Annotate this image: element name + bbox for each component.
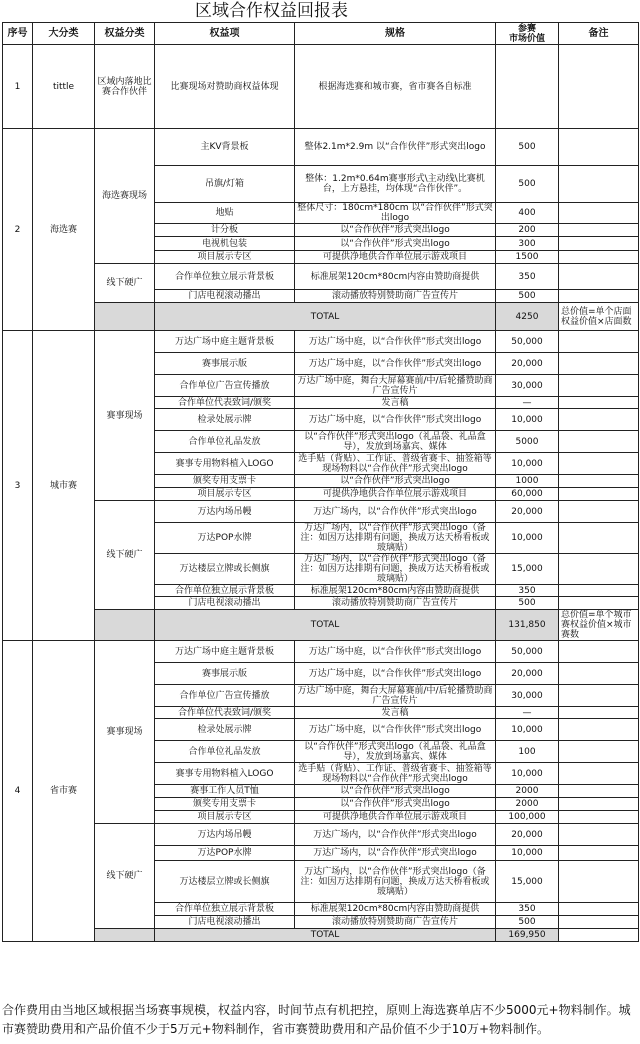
rights-note xyxy=(559,798,639,811)
rights-value: 500 xyxy=(496,290,559,303)
rights-item: 吊旗/灯箱 xyxy=(155,166,295,203)
rights-spec: 以“合作伙伴”形式突出logo xyxy=(295,785,496,798)
rights-item: 计分板 xyxy=(155,224,295,237)
rights-note xyxy=(559,331,639,353)
rights-spec: 万达广场中庭，以“合作伙伴”形式突出logo xyxy=(295,663,496,685)
rights-note xyxy=(559,685,639,707)
section3-total-note: 总价值=单个城市赛权益价值×城市赛数 xyxy=(559,610,639,641)
section3-total-row xyxy=(3,610,639,641)
section4-group-name: 线下硬广 xyxy=(95,824,155,929)
section3-group-name: 线下硬广 xyxy=(95,501,155,610)
rights-value: 10,000 xyxy=(496,846,559,861)
section2-total-value: 4250 xyxy=(496,303,559,331)
section4-group-name: 赛事现场 xyxy=(95,641,155,824)
rights-spec: 万达广场中庭，以“合作伙伴”形式突出logo xyxy=(295,353,496,375)
section1-rights-category: 区域内落地比赛合作伙伴 xyxy=(95,45,155,129)
section1-spec: 根据海选赛和城市赛，省市赛各自标准 xyxy=(295,45,496,129)
header-rights-category: 权益分类 xyxy=(95,23,155,45)
header-category: 大分类 xyxy=(33,23,95,45)
rights-value: 350 xyxy=(496,903,559,916)
rights-note xyxy=(559,719,639,741)
rights-value: 200 xyxy=(496,224,559,237)
rights-note xyxy=(559,501,639,523)
rights-spec: 万达广场内，以“合作伙伴”形式突出logo（备注：如因万达排期有问题，换成万达天桥看板或玻璃贴） xyxy=(295,523,496,554)
rights-item: 门店电视滚动播出 xyxy=(155,290,295,303)
header-spec: 规格 xyxy=(295,23,496,45)
rights-value: 500 xyxy=(496,129,559,166)
rights-item: 检录处展示牌 xyxy=(155,409,295,431)
rights-note xyxy=(559,224,639,237)
rights-item: 万达POP水牌 xyxy=(155,523,295,554)
table-row xyxy=(3,641,639,663)
rights-spec: 发言稿 xyxy=(295,707,496,719)
rights-value: 1500 xyxy=(496,251,559,264)
rights-spec: 整体2.1m*2.9m 以“合作伙伴”形式突出logo xyxy=(295,129,496,166)
rights-spec: 可提供净地供合作单位展示游戏项目 xyxy=(295,251,496,264)
rights-note xyxy=(559,585,639,597)
rights-spec: 标准展架120cm*80cm内容由赞助商提供 xyxy=(295,903,496,916)
table-row xyxy=(3,129,639,166)
section3-category: 城市赛 xyxy=(33,331,95,641)
rights-note xyxy=(559,203,639,224)
section1-value xyxy=(496,45,559,129)
rights-note xyxy=(559,523,639,554)
rights-spec: 标准展架120cm*80cm内容由赞助商提供 xyxy=(295,585,496,597)
rights-spec: 万达广场中庭，以“合作伙伴”形式突出logo xyxy=(295,331,496,353)
rights-note xyxy=(559,763,639,785)
sheet-title: 区域合作权益回报表 xyxy=(195,1,348,21)
section3-total-label: TOTAL xyxy=(155,610,496,641)
rights-note xyxy=(559,824,639,846)
rights-note xyxy=(559,846,639,861)
table-row xyxy=(3,824,639,846)
rights-item: 项目展示专区 xyxy=(155,811,295,824)
rights-spec: 以“合作伙伴”形式突出logo（礼品袋、礼品盒导），发放到场嘉宾、媒体 xyxy=(295,431,496,453)
section3-total-blank xyxy=(95,610,155,641)
rights-spec: 可提供净地供合作单位展示游戏项目 xyxy=(295,488,496,501)
table-row xyxy=(3,331,639,353)
rights-value: 20,000 xyxy=(496,663,559,685)
rights-value: 10,000 xyxy=(496,409,559,431)
rights-value: 500 xyxy=(496,597,559,610)
rights-spec: 选手贴（背贴）、工作证、普级省赛卡、抽签箱等现场物料以“合作伙伴”形式突出logo xyxy=(295,453,496,475)
section4-total-note xyxy=(559,929,639,942)
rights-note xyxy=(559,353,639,375)
rights-item: 合作单位独立展示背景板 xyxy=(155,585,295,597)
rights-note xyxy=(559,741,639,763)
rights-value: 2000 xyxy=(496,785,559,798)
rights-spec: 标准展架120cm*80cm内容由赞助商提供 xyxy=(295,264,496,290)
rights-value: 100,000 xyxy=(496,811,559,824)
rights-spec: 万达广场内，以“合作伙伴”形式突出logo（备注：如因万达排期有问题，换成万达天桥看板或玻璃贴） xyxy=(295,554,496,585)
rights-value: 300 xyxy=(496,237,559,251)
rights-note xyxy=(559,166,639,203)
rights-item: 地贴 xyxy=(155,203,295,224)
rights-item: 合作单位代表致词/颁奖 xyxy=(155,707,295,719)
rights-item: 赛事工作人员T恤 xyxy=(155,785,295,798)
rights-item: 万达楼层立牌或长侧旗 xyxy=(155,861,295,903)
rights-spec: 以“合作伙伴”形式突出logo xyxy=(295,798,496,811)
rights-value: 2000 xyxy=(496,798,559,811)
header-no: 序号 xyxy=(3,23,33,45)
rights-spec: 滚动播放特别赞助商广告宣传片 xyxy=(295,916,496,929)
rights-spec: 万达广场中庭，以“合作伙伴”形式突出logo xyxy=(295,641,496,663)
section4-total-blank xyxy=(95,929,155,942)
section4-total-value: 169,950 xyxy=(496,929,559,942)
rights-value: 30,000 xyxy=(496,685,559,707)
rights-note xyxy=(559,129,639,166)
rights-note xyxy=(559,475,639,488)
rights-note xyxy=(559,663,639,685)
rights-value: 20,000 xyxy=(496,824,559,846)
rights-value: 20,000 xyxy=(496,501,559,523)
rights-spec: 发言稿 xyxy=(295,397,496,409)
rights-spec: 万达广场内，以“合作伙伴”形式突出logo（备注：如因万达排期有问题，换成万达天桥看板或玻璃贴） xyxy=(295,861,496,903)
footer-note: 合作费用由当地区域根据当场赛事规模，权益内容，时间节点有机把控，原则上海选赛单店不少5000元+物料制作。城市赛赞助费用和产品价值不少于5万元+物料制作，省市赛赞助费用和产品价值不少于10万+物料制作。 xyxy=(2,1003,631,1036)
rights-spec: 万达广场中庭，舞台大屏幕赛前/中/后轮播赞助商广告宣传片 xyxy=(295,375,496,397)
rights-item: 颁奖专用支票卡 xyxy=(155,475,295,488)
rights-value: 10,000 xyxy=(496,763,559,785)
rights-spec: 以“合作伙伴”形式突出logo xyxy=(295,475,496,488)
section2-total-blank xyxy=(95,303,155,331)
rights-value: 10,000 xyxy=(496,453,559,475)
rights-item: 万达内场吊幔 xyxy=(155,501,295,523)
rights-note xyxy=(559,290,639,303)
header-note: 备注 xyxy=(559,23,639,45)
section3-total-value: 131,850 xyxy=(496,610,559,641)
rights-value: 500 xyxy=(496,166,559,203)
table-row xyxy=(3,501,639,523)
section3-no: 3 xyxy=(3,331,33,641)
rights-value: 50,000 xyxy=(496,331,559,353)
rights-spec: 以“合作伙伴”形式突出logo xyxy=(295,237,496,251)
rights-item: 合作单位礼品发放 xyxy=(155,741,295,763)
rights-item: 合作单位代表致词/颁奖 xyxy=(155,397,295,409)
rights-value: 5000 xyxy=(496,431,559,453)
rights-spec: 整体：1.2m*0.64m赛事形式\主动线\比赛机台，上方悬挂，均体现“合作伙伴”。 xyxy=(295,166,496,203)
rights-spec: 滚动播放特别赞助商广告宣传片 xyxy=(295,597,496,610)
section4-total-row xyxy=(3,929,639,942)
rights-note xyxy=(559,251,639,264)
rights-note xyxy=(559,861,639,903)
section1-category: tittle xyxy=(33,45,95,129)
rights-item: 万达POP水牌 xyxy=(155,846,295,861)
rights-spec: 万达广场内，以“合作伙伴”形式突出logo xyxy=(295,824,496,846)
rights-note xyxy=(559,707,639,719)
rights-value: 10,000 xyxy=(496,523,559,554)
rights-spec: 万达广场内，以“合作伙伴”形式突出logo xyxy=(295,846,496,861)
rights-value: 30,000 xyxy=(496,375,559,397)
section1-item: 比赛现场对赞助商权益体现 xyxy=(155,45,295,129)
rights-note xyxy=(559,916,639,929)
rights-value: — xyxy=(496,397,559,409)
rights-spec: 以“合作伙伴”形式突出logo（礼品袋、礼品盒导），发放到场嘉宾、媒体 xyxy=(295,741,496,763)
rights-value: 100 xyxy=(496,741,559,763)
rights-item: 主KV背景板 xyxy=(155,129,295,166)
rights-note xyxy=(559,597,639,610)
rights-value: 15,000 xyxy=(496,554,559,585)
rights-item: 门店电视滚动播出 xyxy=(155,916,295,929)
section4-total-label: TOTAL xyxy=(155,929,496,942)
rights-item: 检录处展示牌 xyxy=(155,719,295,741)
rights-note xyxy=(559,903,639,916)
rights-value: 20,000 xyxy=(496,353,559,375)
rights-value: 400 xyxy=(496,203,559,224)
rights-note xyxy=(559,453,639,475)
rights-item: 赛事展示版 xyxy=(155,663,295,685)
rights-item: 合作单位独立展示背景板 xyxy=(155,264,295,290)
section2-group-name: 海选赛现场 xyxy=(95,129,155,264)
rights-item: 合作单位广告宣传播放 xyxy=(155,685,295,707)
rights-spec: 万达广场中庭，以“合作伙伴”形式突出logo xyxy=(295,409,496,431)
rights-spec: 以“合作伙伴”形式突出logo xyxy=(295,224,496,237)
rights-note xyxy=(559,488,639,501)
section4-no: 4 xyxy=(3,641,33,942)
table-row xyxy=(3,264,639,290)
section3-group-name: 赛事现场 xyxy=(95,331,155,501)
rights-item: 项目展示专区 xyxy=(155,251,295,264)
rights-spec: 万达广场内，以“合作伙伴”形式突出logo xyxy=(295,501,496,523)
rights-value: 500 xyxy=(496,916,559,929)
rights-item: 合作单位礼品发放 xyxy=(155,431,295,453)
section2-category: 海选赛 xyxy=(33,129,95,331)
rights-item: 项目展示专区 xyxy=(155,488,295,501)
section2-group-name: 线下硬广 xyxy=(95,264,155,303)
section1-row xyxy=(3,45,639,129)
rights-spec: 可提供净地供合作单位展示游戏项目 xyxy=(295,811,496,824)
rights-item: 门店电视滚动播出 xyxy=(155,597,295,610)
rights-note xyxy=(559,375,639,397)
rights-note xyxy=(559,785,639,798)
header-row xyxy=(3,23,639,45)
rights-spec: 万达广场中庭，以“合作伙伴”形式突出logo xyxy=(295,719,496,741)
section4-category: 省市赛 xyxy=(33,641,95,942)
rights-value: 10,000 xyxy=(496,719,559,741)
rights-note xyxy=(559,264,639,290)
rights-note xyxy=(559,811,639,824)
rights-item: 赛事专用物料植入LOGO xyxy=(155,763,295,785)
rights-item: 颁奖专用支票卡 xyxy=(155,798,295,811)
section1-note xyxy=(559,45,639,129)
section2-total-label: TOTAL xyxy=(155,303,496,331)
rights-value: 15,000 xyxy=(496,861,559,903)
rights-item: 赛事专用物料植入LOGO xyxy=(155,453,295,475)
rights-value: — xyxy=(496,707,559,719)
rights-table xyxy=(2,22,639,942)
rights-note xyxy=(559,431,639,453)
rights-item: 万达广场中庭主题背景板 xyxy=(155,331,295,353)
rights-value: 350 xyxy=(496,585,559,597)
rights-item: 合作单位广告宣传播放 xyxy=(155,375,295,397)
rights-note xyxy=(559,641,639,663)
rights-item: 万达楼层立牌或长侧旗 xyxy=(155,554,295,585)
rights-value: 50,000 xyxy=(496,641,559,663)
rights-item: 万达广场中庭主题背景板 xyxy=(155,641,295,663)
section2-no: 2 xyxy=(3,129,33,331)
rights-item: 赛事展示版 xyxy=(155,353,295,375)
rights-spec: 万达广场中庭，舞台大屏幕赛前/中/后轮播赞助商广告宣传片 xyxy=(295,685,496,707)
rights-note xyxy=(559,397,639,409)
rights-spec: 整体尺寸：180cm*180cm 以“合作伙伴”形式突出logo xyxy=(295,203,496,224)
rights-item: 电视机包装 xyxy=(155,237,295,251)
rights-note xyxy=(559,409,639,431)
rights-value: 350 xyxy=(496,264,559,290)
section1-no: 1 xyxy=(3,45,33,129)
rights-value: 60,000 xyxy=(496,488,559,501)
rights-spec: 选手贴（背贴）、工作证、普级省赛卡、抽签箱等现场物料以“合作伙伴”形式突出logo xyxy=(295,763,496,785)
rights-note xyxy=(559,237,639,251)
rights-spec: 滚动播放特别赞助商广告宣传片 xyxy=(295,290,496,303)
section2-total-row xyxy=(3,303,639,331)
section2-total-note: 总价值=单个店面权益价值×店面数 xyxy=(559,303,639,331)
header-rights-item: 权益项 xyxy=(155,23,295,45)
header-value: 参赛 市场价值 xyxy=(496,23,559,45)
rights-note xyxy=(559,554,639,585)
rights-item: 万达内场吊幔 xyxy=(155,824,295,846)
rights-value: 1000 xyxy=(496,475,559,488)
rights-item: 合作单位独立展示背景板 xyxy=(155,903,295,916)
